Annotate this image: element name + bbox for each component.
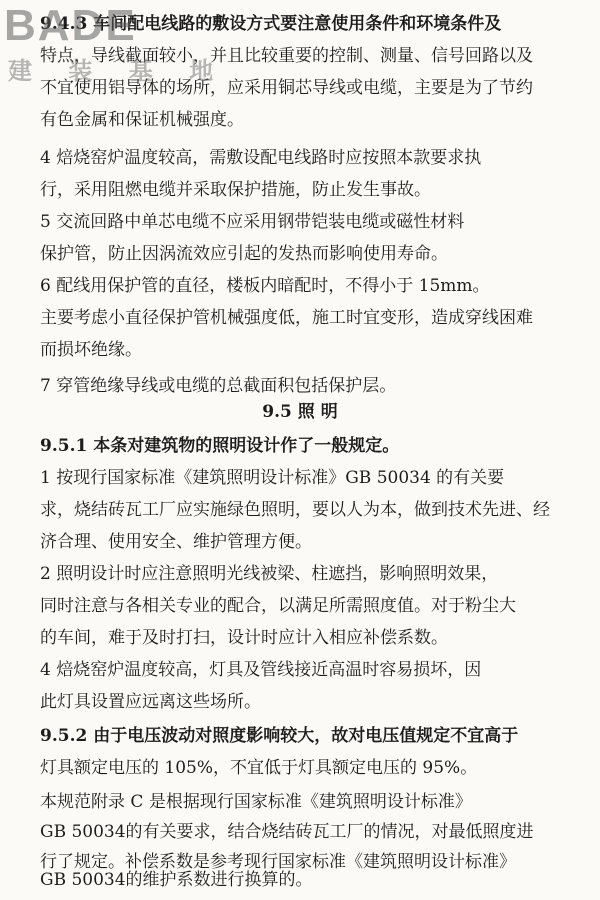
text-line: 而损坏绝缘。 <box>40 340 142 360</box>
text-line: 不宜使用铝导体的场所，应采用铜芯导线或电缆，主要是为了节约 <box>40 78 533 98</box>
watermark <box>4 1 228 85</box>
text-line: 4 焙烧窑炉温度较高，灯具及管线接近高温时容易损坏，因 <box>40 660 482 680</box>
text-line: 本规范附录 C 是根据现行国家标准《建筑照明设计标准》 <box>40 792 472 812</box>
text-line: 济合理、使用安全、维护管理方便。 <box>40 532 312 552</box>
text-line: 求，烧结砖瓦工厂应实施绿色照明，要以人为本，做到技术先进、经 <box>40 500 550 520</box>
section-heading: 9.5 照 明 <box>262 402 338 422</box>
text-line: 2 照明设计时应注意照明光线被梁、柱遮挡，影响照明效果， <box>40 564 499 584</box>
text-line: GB 50034的有关要求，结合烧结砖瓦工厂的情况，对最低照度进 <box>40 822 534 842</box>
text-line: 9.5.1 本条对建筑物的照明设计作了一般规定。 <box>40 436 400 456</box>
text-line: 保护管，防止因涡流效应引起的发热而影响使用寿命。 <box>40 244 448 264</box>
text-line: 有色金属和保证机械强度。 <box>40 110 244 130</box>
text-line: 9.5.2 由于电压波动对照度影响较大，故对电压值规定不宜高于 <box>40 726 519 746</box>
text-line: 此灯具设置应远离这些场所。 <box>40 692 261 712</box>
text-line: 行了规定。补偿系数是参考现行国家标准《建筑照明设计标准》 <box>40 852 516 872</box>
text-line: 的车间，难于及时打扫，设计时应计入相应补偿系数。 <box>40 628 448 648</box>
text-line: 特点，导线截面较小，并且比较重要的控制、测量、信号回路以及 <box>40 46 533 66</box>
text-line: 9.4.3 车间配电线路的敷设方式要注意使用条件和环境条件及 <box>40 14 502 34</box>
text-line: 主要考虑小直径保护管机械强度低，施工时宜变形，造成穿线困难 <box>40 308 533 328</box>
text-line: 4 焙烧窑炉温度较高，需敷设配电线路时应按照本款要求执 <box>40 148 482 168</box>
text-line: 1 按现行国家标准《建筑照明设计标准》GB 50034 的有关要 <box>40 468 505 488</box>
text-line: 6 配线用保护管的直径，楼板内暗配时，不得小于 15mm。 <box>40 276 490 296</box>
watermark-logo: BADE <box>4 1 137 50</box>
text-line: 行，采用阻燃电缆并采取保护措施，防止发生事故。 <box>40 180 431 200</box>
text-line: GB 50034的维护系数进行换算的。 <box>40 870 313 890</box>
text-line: 灯具额定电压的 105%，不宜低于灯具额定电压的 95%。 <box>40 758 478 778</box>
text-line: 同时注意与各相关专业的配合，以满足所需照度值。对于粉尘大 <box>40 596 516 616</box>
text-line: 7 穿管绝缘导线或电缆的总截面积包括保护层。 <box>40 376 397 396</box>
text-line: 5 交流回路中单芯电缆不应采用钢带铠装电缆或磁性材料 <box>40 212 465 232</box>
watermark-subtitle: 建 装 基 地 <box>8 57 228 85</box>
